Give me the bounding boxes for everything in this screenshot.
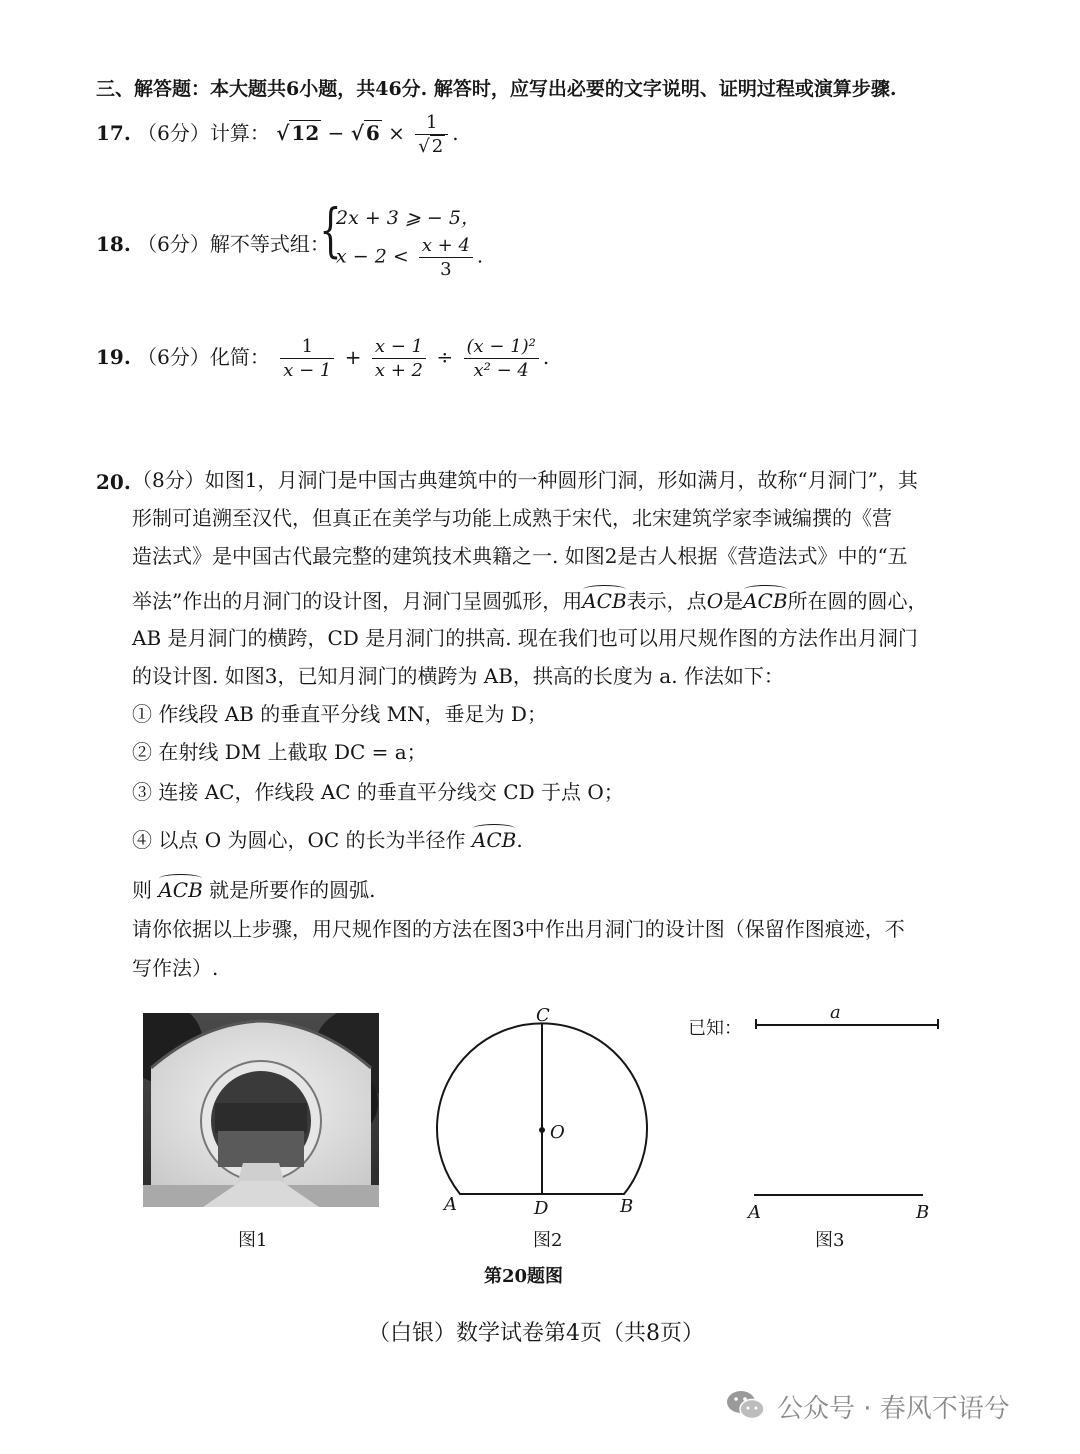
known-label: 已知： [688, 1018, 742, 1039]
arc-acb: ACB [582, 589, 627, 613]
label-a-length: a [830, 1002, 841, 1023]
minus-sign: − [327, 121, 345, 145]
q20-line-6: 的设计图. 如图3，已知月洞门的横跨为 AB，拱高的长度为 a. 作法如下： [132, 664, 784, 688]
question-label: 解不等式组： [209, 232, 330, 256]
watermark-text: 公众号 · 春风不语兮 [777, 1394, 1010, 1424]
figure-2-diagram [430, 1000, 660, 1220]
step-4: ④ 以点 O 为圆心，OC 的长为半径作 ACB. [132, 828, 523, 852]
question-label: 计算： [209, 121, 270, 145]
conclusion-line: 则 ACB 就是所要作的圆弧. [132, 878, 376, 902]
inequality-1: 2x + 3 ⩾ − 5， [336, 207, 480, 229]
page-footer: （白银）数学试卷第4页（共8页） [368, 1321, 704, 1346]
fraction: $\frac{1}{√ 2}$ [415, 112, 448, 157]
label-b: B [916, 1202, 930, 1223]
label-o: O [550, 1122, 565, 1143]
wechat-icon [725, 1388, 767, 1422]
question-18 [96, 228, 330, 257]
figure-3-diagram [680, 1000, 960, 1225]
label-a: A [748, 1202, 761, 1223]
radicand-12: 12 [291, 121, 320, 145]
left-brace: { [319, 196, 342, 264]
times-sign: × [388, 121, 405, 145]
question-number: 20. [96, 470, 131, 494]
figure-1-photo [143, 1013, 379, 1207]
figure-group-caption: 第20题图 [484, 1266, 564, 1287]
prompt-line-2: 写作法）. [132, 956, 219, 980]
section-header: 三、解答题：本大题共6小题，共46分. 解答时，应写出必要的文字说明、证明过程或演算步骤. [96, 78, 897, 100]
question-score: （6分） [137, 232, 210, 256]
q20-line-3: 造法式》是中国古代最完整的建筑技术典籍之一. 如图2是古人根据《营造法式》中的“五 [132, 544, 908, 568]
question-label: 化简： [209, 345, 270, 369]
step-3: ③ 连接 AC，作线段 AC 的垂直平分线交 CD 于点 O； [132, 780, 624, 804]
radicand-6: 6 [365, 121, 380, 145]
question-number: 17. [96, 121, 131, 145]
arc-acb: ACB [471, 828, 517, 852]
q20-line-4: 举法”作出的月洞门的设计图，月洞门呈圆弧形，用ACB表示，点O是ACB所在圆的圆心， [132, 589, 928, 613]
question-score: （6分） [137, 345, 210, 369]
inequality-2: x − 2 < $\frac{x + 4}{3}$ . [336, 235, 483, 280]
prompt-line-1: 请你依据以上步骤，用尺规作图的方法在图3中作出月洞门的设计图（保留作图痕迹，不 [132, 917, 905, 941]
question-number: 19. [96, 345, 131, 369]
step-2: ② 在射线 DM 上截取 DC = a； [132, 740, 427, 764]
figure-2-caption: 图2 [533, 1230, 563, 1251]
figure-3-caption: 图3 [815, 1230, 845, 1251]
step-1: ① 作线段 AB 的垂直平分线 MN，垂足为 D； [132, 702, 547, 726]
label-b: B [620, 1196, 634, 1217]
label-a: A [444, 1194, 457, 1215]
question-number: 18. [96, 232, 131, 256]
inequality-system [318, 195, 518, 285]
question-score: （6分） [137, 121, 210, 145]
question-19: 19. （6分）化简： $\frac{1}{x - 1}$ + $\frac{x - 1}{x + 2}$ ÷ $\frac{\text{(x − 1)²}}{\text{x² − 4}}$ . [96, 336, 550, 381]
arc-acb: ACB [743, 589, 788, 613]
q20-line-5: AB 是月洞门的横跨，CD 是月洞门的拱高. 现在我们也可以用尺规作图的方法作出月洞门 [132, 626, 918, 650]
question-17: 17. （6分）计算： √ 12 − √ 6 × $\frac{1}{√ 2}$ . [96, 112, 459, 157]
label-c: C [536, 1005, 550, 1026]
q20-line-1: （8分）如图1，月洞门是中国古典建筑中的一种圆形门洞，形如满月，故称“月洞门”，其 [132, 468, 918, 492]
arc-acb: ACB [158, 878, 203, 902]
q20-line-2: 形制可追溯至汉代，但真正在美学与功能上成熟于宋代，北宋建筑学家李诫编撰的《营 [132, 506, 892, 530]
figure-1-caption: 图1 [238, 1230, 268, 1251]
period: . [452, 121, 459, 145]
label-d: D [534, 1198, 549, 1219]
